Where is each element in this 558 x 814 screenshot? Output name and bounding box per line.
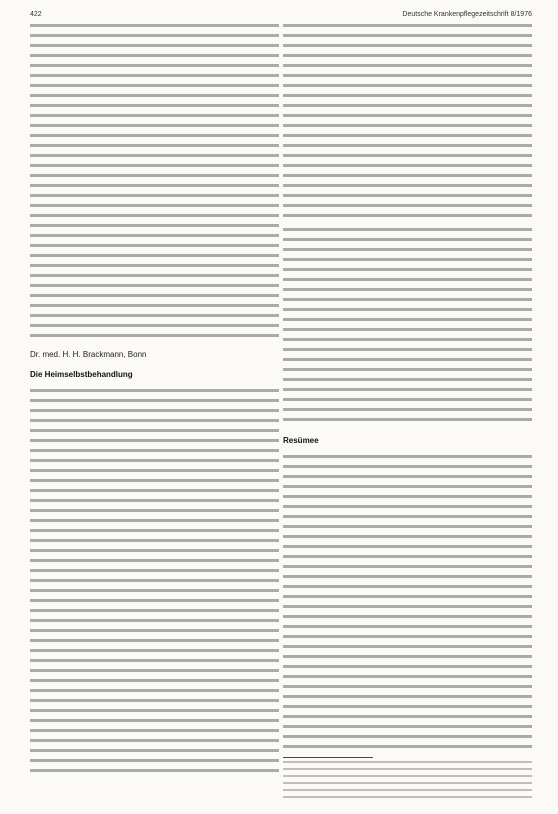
left-column: [30, 24, 279, 779]
footnote-divider: [283, 757, 373, 758]
section-heading: Die Heimselbstbehandlung: [30, 370, 133, 379]
footnote-block: [283, 761, 532, 801]
page-number: 422: [30, 11, 42, 18]
journal-title: Deutsche Krankenpflegezeitschrift 8/1976: [402, 11, 532, 18]
body-text-block: [283, 228, 532, 424]
body-text-block: [30, 389, 279, 779]
body-text-block: [283, 455, 532, 753]
body-text-block: [283, 24, 532, 220]
page-header: [30, 11, 532, 18]
author-line: Dr. med. H. H. Brackmann, Bonn: [30, 350, 147, 359]
right-column: [283, 24, 532, 801]
body-text-block: [30, 24, 279, 342]
section-heading: Resümee: [283, 436, 319, 445]
